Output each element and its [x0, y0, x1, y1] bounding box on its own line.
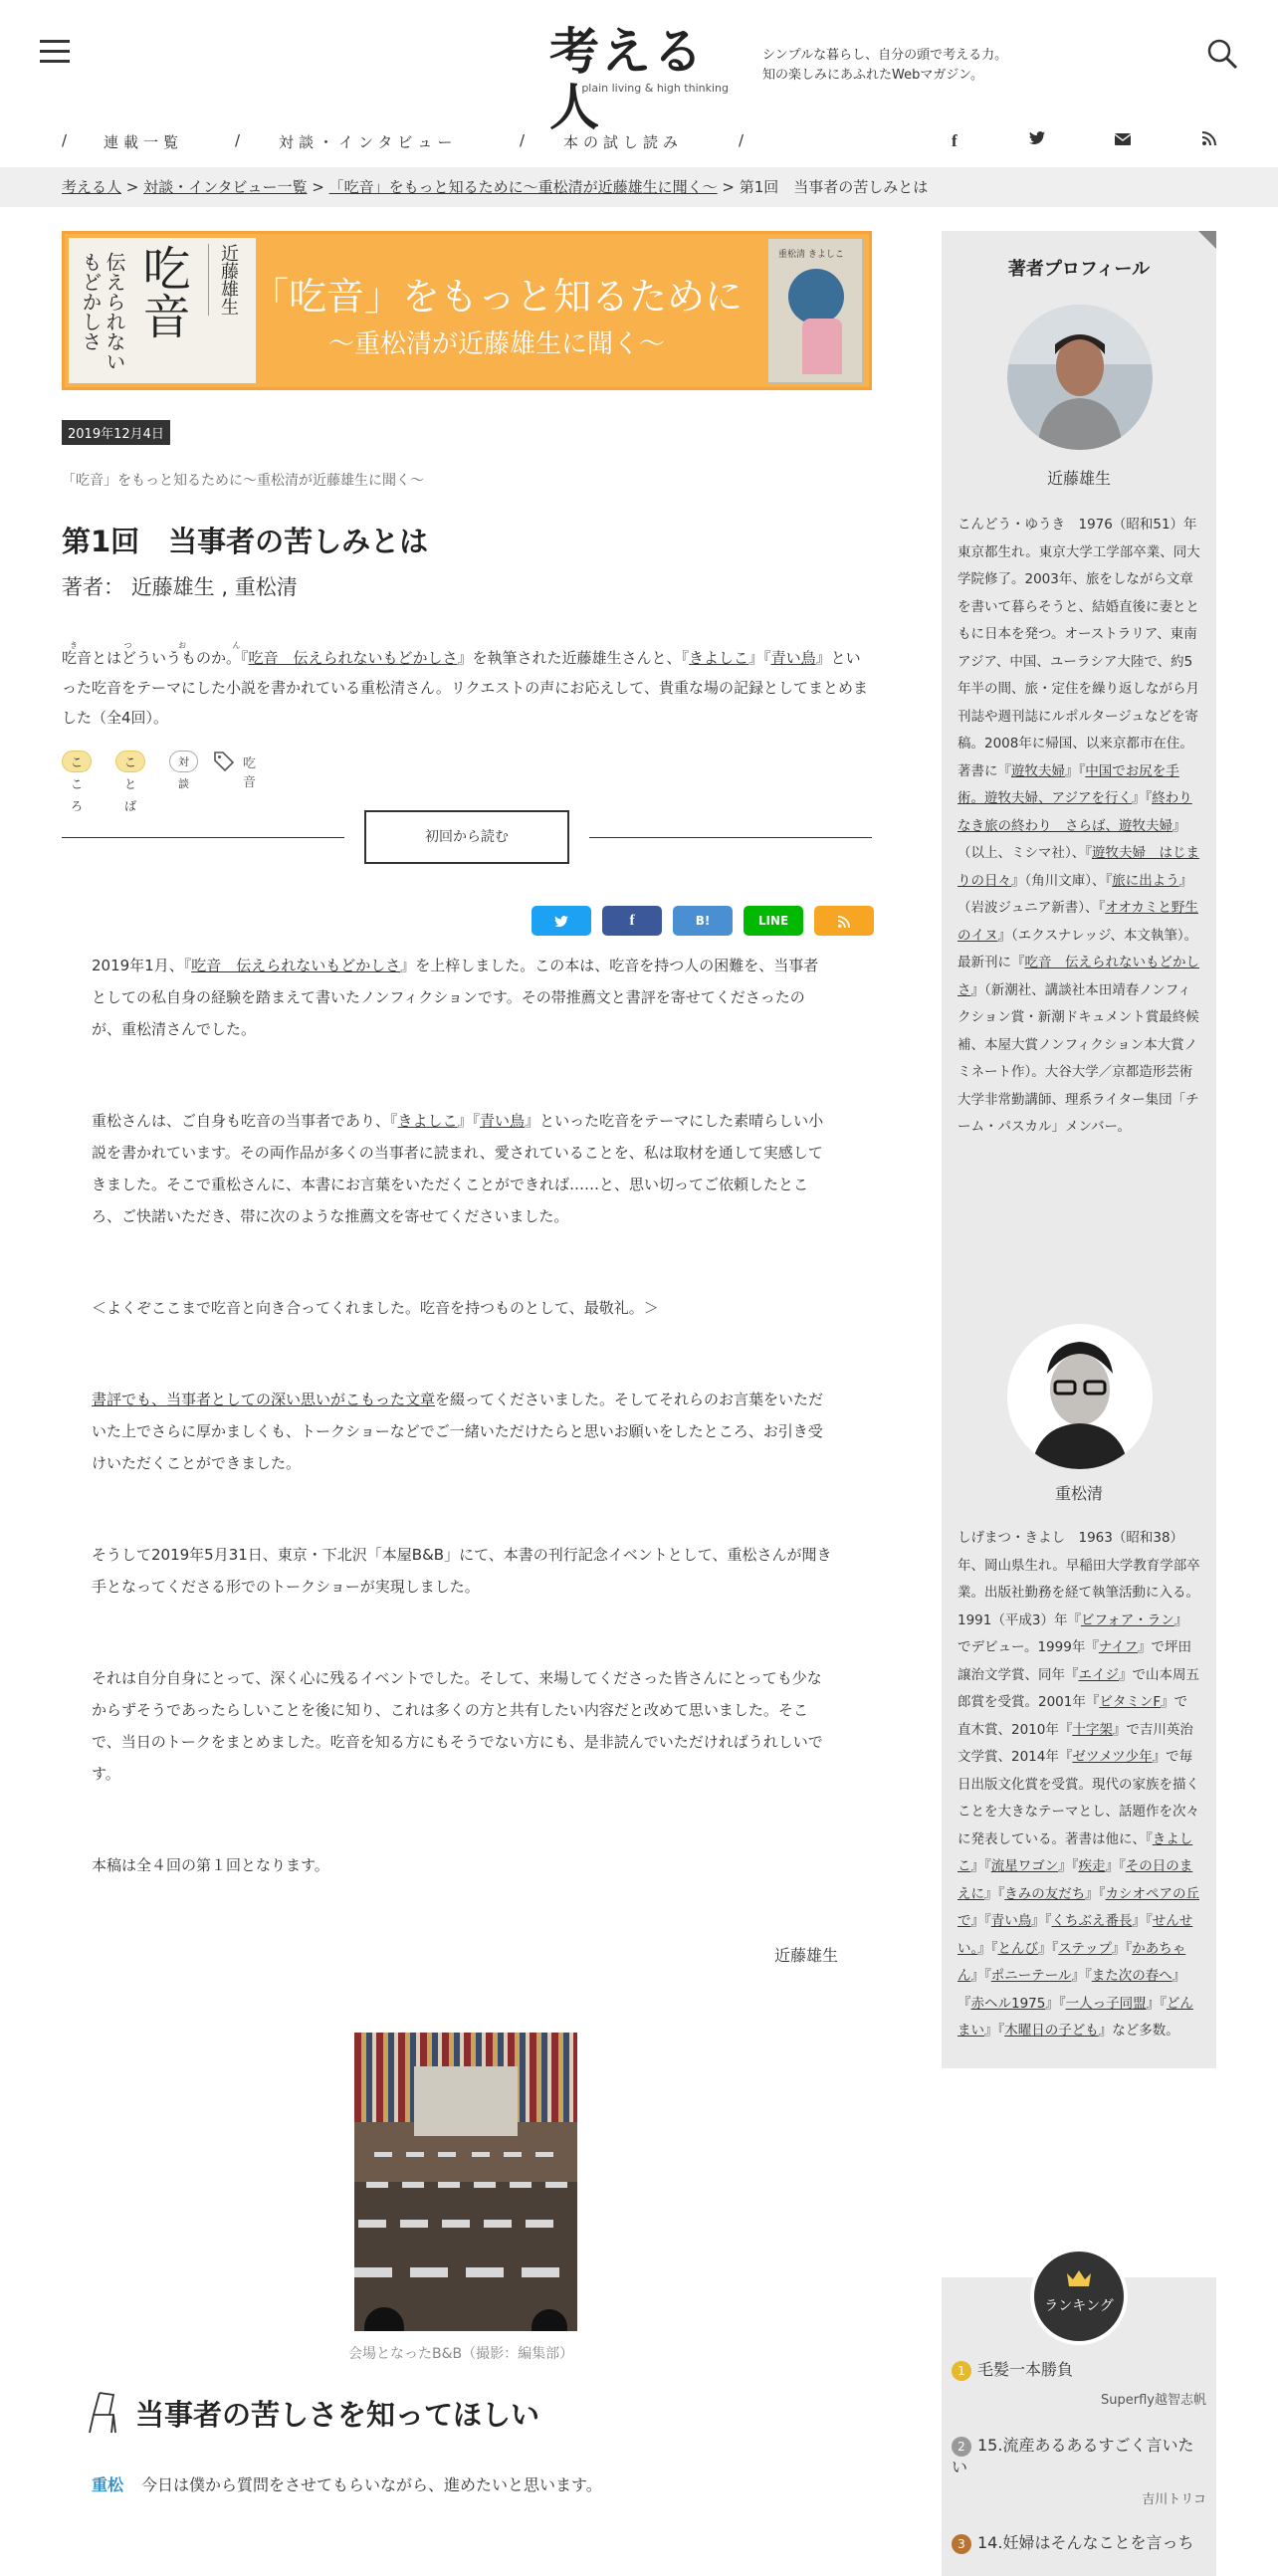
bio-text: 』『 — [1058, 1858, 1079, 1874]
tagline-line-1: シンプルな暮らし、自分の頭で考える力。 — [762, 48, 1008, 63]
bio-book-link[interactable]: 旅に出よう — [1112, 872, 1179, 889]
article-date: 2019年12月4日 — [62, 420, 170, 445]
bio-book-link[interactable]: かあちゃん — [958, 1940, 1186, 1984]
rank-author: 吉川トリコ — [1142, 2492, 1206, 2507]
nav-item-interviews[interactable]: 対談・インタビュー — [279, 133, 458, 151]
bio-text: 』（角川文庫）、『 — [1011, 872, 1113, 889]
lead-link-kiyoshiko[interactable]: きよしこ — [689, 649, 749, 667]
rss-icon[interactable] — [1202, 131, 1216, 149]
bio-text: 』『 — [1131, 790, 1153, 806]
paragraph-7: 本稿は全４回の第１回となります。 — [92, 1856, 329, 1874]
lead-link-kitsuon[interactable]: 吃音 伝えられないもどかしさ — [248, 649, 458, 667]
bio-book-link[interactable]: 遊牧夫婦 はじまりの日々 — [958, 845, 1199, 889]
speaker-label: 重松 — [92, 2475, 124, 2494]
bio-book-link[interactable]: くちぶえ番長 — [1051, 1913, 1133, 1929]
bio-text: 』（以上、ミシマ社）、『 — [958, 817, 1186, 861]
tag-kokoro[interactable]: こころ — [62, 751, 92, 772]
banner-subtitle: ～重松清が近藤雄生に聞く～ — [327, 329, 665, 359]
bio-book-link[interactable]: ビタミンF — [1099, 1694, 1162, 1710]
p1-text: 2019年1月、『 — [92, 957, 192, 974]
bio-text: 』『 — [1132, 1913, 1153, 1929]
breadcrumb-separator: > — [717, 178, 740, 196]
divider — [589, 837, 872, 838]
book-author: 近藤雄生 — [208, 244, 241, 316]
bio-text: 』で直木賞、2010年『 — [958, 1694, 1188, 1738]
bio-text: 』で吉川英治文学賞、2014年『 — [958, 1721, 1193, 1765]
bio-text: 』で山本周五郎賞を受賞。2001年『 — [958, 1666, 1199, 1710]
share-line-button[interactable]: LINE — [744, 906, 803, 936]
tag-icon — [213, 751, 235, 776]
bio-text: 』で毎日出版文化賞を受賞。現代の家族を描くことを大きなテーマとし、話題作を次々に発表している。著書は他に、『 — [958, 1749, 1199, 1847]
search-icon[interactable] — [1206, 38, 1238, 70]
ranking-item-1[interactable] — [952, 2357, 1073, 2381]
avatar-shigematsu — [1007, 1324, 1153, 1469]
authors-names[interactable]: 近藤雄生 , 重松清 — [130, 575, 298, 599]
tag-taidan[interactable]: 対談 — [169, 751, 198, 772]
dialogue-line: 今日は僕から質問をさせてもらいながら、進めたいと思います。 — [141, 2475, 602, 2494]
book-subtitle: 伝えられないもどかしさ — [79, 252, 126, 371]
bio-book-link[interactable]: 赤ヘル1975 — [970, 1995, 1046, 2012]
facebook-icon[interactable]: f — [952, 131, 962, 150]
bio-book-link[interactable]: 終わりなき旅の終わり さらば、遊牧夫婦 — [958, 790, 1192, 834]
bio-book-link[interactable]: 流星ワゴン — [990, 1858, 1059, 1874]
divider — [62, 837, 344, 838]
book-title: 吃音 — [134, 244, 190, 339]
logo-subtext: plain living & high thinking — [581, 82, 729, 95]
p1-link-kitsuon[interactable]: 吃音 伝えられないもどかしさ — [191, 957, 401, 974]
bio-book-link[interactable]: せんせい。 — [958, 1913, 1193, 1957]
hamburger-menu-icon[interactable] — [40, 38, 70, 66]
bio-text: 』『 — [977, 1940, 998, 1957]
bio-text: 』でデビュー。1999年『 — [958, 1611, 1188, 1655]
bio-book-link[interactable]: ナイフ — [1098, 1639, 1138, 1655]
bio-book-link[interactable]: また次の春へ — [1091, 1968, 1172, 1984]
lead-link-aoitori[interactable]: 青い鳥 — [770, 649, 816, 667]
ranking-badge — [1030, 2248, 1128, 2345]
bio-text: 』『 — [1085, 1885, 1106, 1902]
p2-text: 重松さんは、ご自身も吃音の当事者であり、『 — [92, 1112, 398, 1130]
section-heading: 当事者の苦しさを知ってほしい — [135, 2398, 540, 2432]
author-profile-sidebar — [942, 231, 1216, 2068]
rank-number: 1 — [952, 2361, 971, 2381]
book-cover-kiyoshiko — [767, 238, 863, 383]
bio-book-link[interactable]: 中国でお尻を手術。遊牧夫婦、アジアを行く — [958, 762, 1179, 806]
bio-text: 』で坪田譲治文学賞、同年『 — [958, 1639, 1191, 1683]
article-signature: 近藤雄生 — [774, 1946, 839, 1965]
bio-text: 』『 — [1105, 1858, 1126, 1874]
bio-book-link[interactable]: 吃音 伝えられないもどかしさ — [958, 955, 1199, 998]
paragraph-1 — [92, 950, 832, 1045]
p2-link-kiyoshiko[interactable]: きよしこ — [397, 1112, 458, 1130]
share-twitter-button[interactable] — [532, 906, 591, 936]
logo-text: 考える人 — [549, 22, 705, 136]
rank-number: 3 — [952, 2534, 971, 2554]
p2-text: 』といった吃音をテーマにした素晴らしい小説を書かれています。その両作品が多くの当事者に読まれ、愛されていることを、私は取材を通して実感してきました。そこで重松さんに、本書にお言葉をいただくことができれば……と、思い切ってご依頼したところ、ご快諾いただき、帯に次のような推薦文を寄せてくださいました。 — [92, 1112, 824, 1225]
bio-text: 』『 — [1031, 1913, 1052, 1929]
series-name[interactable]: 「吃音」をもっと知るために～重松清が近藤雄生に聞く～ — [62, 473, 424, 489]
book2-title: 重松清 きよしこ — [778, 250, 844, 260]
tagline-line-2: 知の楽しみにあふれたWebマガジン。 — [762, 68, 983, 83]
bio-book-link[interactable]: 遊牧夫婦 — [1011, 762, 1065, 779]
nav-item-previews[interactable]: 本の試し読み — [563, 133, 684, 151]
paragraph-6: それは自分自身にとって、深く心に残るイベントでした。そして、来場してくださった皆さんにとっても少なからずそうであったらしいことを後に知り、これは多くの方と共有したい内容だと改めて思いました。そこで、当日のトークをまとめました。吃音を知る方にもそうでない方にも、是非読んでいただければうれしいです。 — [92, 1669, 823, 1783]
breadcrumb-home[interactable]: 考える人 — [62, 178, 122, 196]
chair-icon — [86, 2391, 121, 2435]
sidebar-title: 著者プロフィール — [1007, 259, 1151, 280]
p4-text: を綴ってくださいました。そしてそれらのお言葉をいただいた上でさらに厚かましくも、トークショーなどでご一緒いただけたらと思いお願いをしたところ、お引き受けいただくことができました。 — [92, 1391, 824, 1472]
bio-book-link[interactable]: ビフォア・ラン — [1080, 1611, 1174, 1628]
rank-author: Superfly越智志帆 — [1101, 2393, 1206, 2408]
breadcrumb-interviews[interactable]: 対談・インタビュー一覧 — [143, 178, 308, 196]
corner-fold — [1198, 231, 1216, 249]
breadcrumb — [0, 167, 1278, 207]
paragraph-3-quote: ＜よくぞここまで吃音と向き合ってくれました。吃音を持つものとして、最敬礼。＞ — [92, 1299, 659, 1317]
lead-text: 』といった吃音をテーマにした小説を書かれている重松清さん。リクエストの声にお応えして、貴重な場の記録としてまとめました（全4回）。 — [62, 649, 869, 727]
site-logo[interactable] — [549, 22, 729, 136]
bio-book-link[interactable]: どんまい — [958, 1995, 1193, 2039]
bio-book-link[interactable]: 一人っ子同盟 — [1065, 1995, 1147, 2012]
paragraph-2 — [92, 1105, 832, 1232]
lead-text: 吃音とはどういうものか。『 — [62, 649, 249, 667]
crown-icon — [1066, 2269, 1092, 2287]
site-tagline — [762, 46, 1007, 86]
author-name-kondo[interactable]: 近藤雄生 — [1046, 469, 1111, 488]
bio-text: 』（岩波ジュニア新書）、『 — [958, 872, 1193, 916]
bio-text: 』『 — [984, 1885, 1005, 1902]
author-name-shigematsu[interactable]: 重松清 — [1054, 1484, 1103, 1503]
bio-book-link[interactable]: 十字架 — [1072, 1721, 1113, 1738]
lead-ruby: きつおん — [62, 641, 249, 650]
rank-title: 15.流産あるあるすごく言いたい — [952, 2436, 1194, 2476]
bio-text: 』（エクスナレッジ、本文執筆）。最新刊に『 — [958, 927, 1198, 970]
bio-book-link[interactable]: 木曜日の子ども — [1004, 2023, 1099, 2039]
p2-link-aoitori[interactable]: 青い鳥 — [480, 1112, 526, 1130]
site-header — [0, 0, 1278, 136]
breadcrumb-series[interactable]: 「吃音」をもっと知るために～重松清が近藤雄生に聞く～ — [328, 178, 718, 196]
p2-text: 』『 — [457, 1112, 481, 1130]
nav-separator: / — [62, 131, 73, 149]
tag-kotoba[interactable]: ことば — [115, 751, 145, 772]
bio-text: 』『 — [970, 1858, 991, 1874]
banner-title: 「吃音」をもっと知るために — [250, 275, 743, 319]
breadcrumb-separator: > — [307, 178, 329, 196]
author-bio-shigematsu — [958, 1525, 1200, 2045]
article-title: 第1回 当事者の苦しみとは — [62, 525, 429, 558]
series-banner[interactable] — [62, 231, 872, 390]
ranking-item-3[interactable] — [952, 2530, 1193, 2554]
lead-text: 』『 — [748, 649, 771, 667]
ranking-title: ランキング — [1044, 2298, 1114, 2314]
bio-text: 』『 — [1111, 1940, 1133, 1957]
read-from-first-button[interactable]: 初回から読む — [364, 810, 569, 864]
share-hatena-button[interactable]: B! — [673, 906, 733, 936]
bio-text: 』『 — [1045, 1995, 1066, 2012]
bio-text: しげまつ・きよし 1963（昭和38）年、岡山県生れ。早稲田大学教育学部卒業。出版社勤務を経て執筆活動に入る。1991（平成3）年『 — [958, 1530, 1200, 1628]
avatar-kondo — [1007, 305, 1153, 450]
ranking-item-2[interactable] — [952, 2435, 1206, 2478]
bio-text: 』『 — [1038, 1940, 1059, 1957]
nav-item-serials[interactable]: 連載一覧 — [104, 133, 184, 151]
bio-book-link[interactable]: エイジ — [1078, 1666, 1119, 1683]
rank-title: 14.妊婦はそんなことを言っち — [977, 2533, 1194, 2552]
share-facebook-button[interactable]: f — [602, 906, 662, 936]
article-lead — [62, 641, 872, 733]
authors-label: 著者： — [62, 575, 124, 599]
rank-number: 2 — [952, 2437, 971, 2457]
bio-book-link[interactable]: ポニーテール — [990, 1968, 1072, 1984]
share-rss-button[interactable] — [814, 906, 874, 936]
bio-text: 』『 — [958, 1968, 1186, 2012]
venue-photo — [354, 2033, 577, 2331]
bio-book-link[interactable]: カシオペアの丘で — [958, 1885, 1199, 1929]
main-nav — [0, 123, 1278, 159]
bio-text: 』『 — [1065, 762, 1086, 779]
bio-text: 』（新潮社、講談社本田靖春ノンフィクション賞・新潮ドキュメント賞最終候補、本屋大賞ノンフィクション本大賞ノミネート作）。大谷大学／京都造形芸術大学非常勤講師、理系ライター集団「チーム・パスカル」メンバー。 — [958, 981, 1199, 1135]
paragraph-4 — [92, 1384, 832, 1479]
bio-text: 』『 — [1146, 1995, 1167, 2012]
bio-book-link[interactable]: その日のまえに — [958, 1858, 1193, 1902]
article-authors — [62, 571, 298, 601]
bio-book-link[interactable]: ステップ — [1058, 1940, 1112, 1957]
nav-separator: / — [520, 131, 531, 149]
bio-book-link[interactable]: とんび — [997, 1940, 1038, 1957]
bio-book-link[interactable]: ゼツメツ少年 — [1072, 1749, 1153, 1765]
tag-keyword[interactable]: 吃音 — [243, 756, 257, 790]
bio-text: 』『 — [970, 1968, 991, 1984]
mail-icon[interactable] — [1115, 131, 1131, 149]
bio-book-link[interactable]: きよしこ — [958, 1830, 1193, 1874]
nav-separator: / — [739, 131, 749, 149]
author-bio-kondo — [958, 512, 1200, 1142]
bio-text: 』『 — [970, 1913, 991, 1929]
bio-book-link[interactable]: 青い鳥 — [990, 1913, 1032, 1929]
bio-book-link[interactable]: きみの友だち — [1004, 1885, 1086, 1902]
bio-text: 』など多数。 — [1098, 2023, 1179, 2039]
p4-link-review[interactable]: 書評でも、当事者としての深い思いがこもった文章 — [92, 1391, 436, 1408]
paragraph-5: そうして2019年5月31日、東京・下北沢「本屋B&B」にて、本書の刊行記念イベントとして、重松さんが聞き手となってくださる形でのトークショーが実現しました。 — [92, 1546, 832, 1596]
bio-text: 』『 — [1071, 1968, 1092, 1984]
bio-book-link[interactable]: 疾走 — [1078, 1858, 1106, 1874]
bio-text: 』『 — [984, 2023, 1005, 2039]
breadcrumb-current: 第1回 当事者の苦しみとは — [739, 178, 929, 196]
photo-caption: 会場となったB&B（撮影：編集部） — [348, 2346, 574, 2362]
rank-title: 毛髪一本勝負 — [977, 2360, 1074, 2379]
bio-text: こんどう・ゆうき 1976（昭和51）年東京都生れ。東京大学工学部卒業、同大学院修了。2003年、旅をしながら文章を書いて暮らそうと、結婚直後に妻とともに日本を発つ。オーストラリア、東南アジア、中国、ユーラシア大陸で、約5年半の間、旅・定住を繰り返しながら月刊誌や週刊誌にルポルタージュなどを寄稿。2008年に帰国、以来京都市在住。著書に『 — [958, 517, 1200, 779]
nav-separator: / — [235, 131, 246, 149]
bio-book-link[interactable]: オオカミと野生のイヌ — [958, 900, 1198, 944]
breadcrumb-separator: > — [121, 178, 144, 196]
lead-text: 』を執筆された近藤雄生さんと、『 — [457, 649, 690, 667]
p1-text: 』を上梓しました。この本は、吃音を持つ人の困難を、当事者としての私自身の経験を踏まえて書いたノンフィクションです。その帯推薦文と書評を寄せてくださったのが、重松清さんでした。 — [92, 957, 819, 1038]
twitter-icon[interactable] — [1029, 131, 1045, 149]
